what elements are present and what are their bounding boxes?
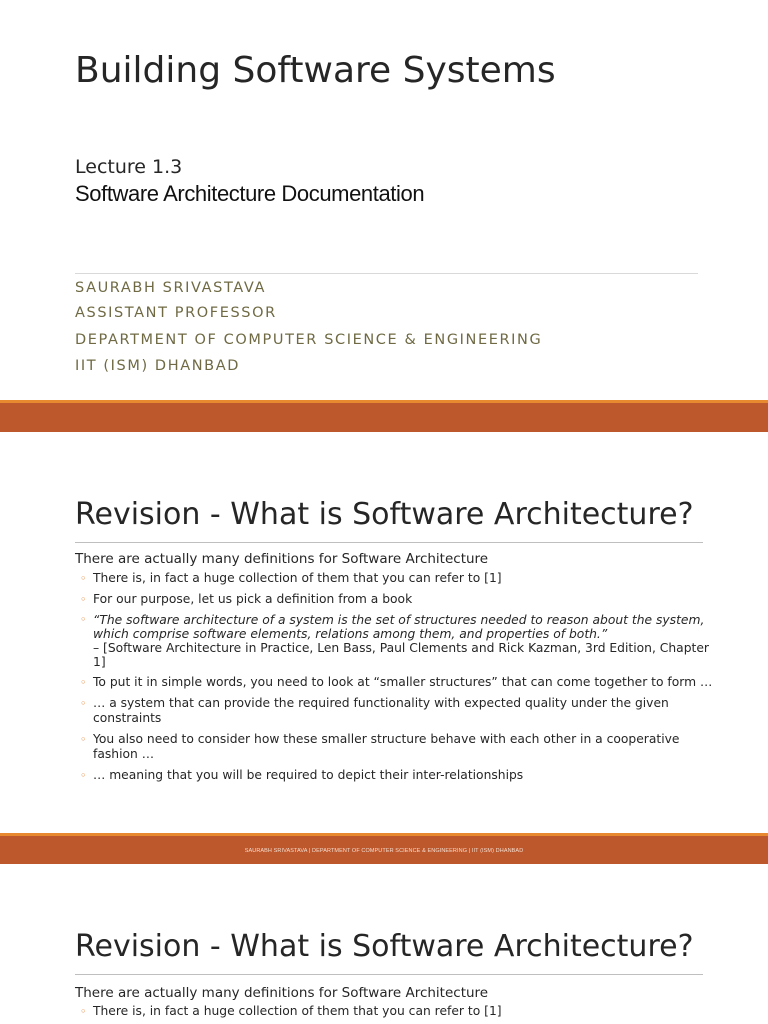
slide3-intro: There are actually many definitions for Software Architecture	[75, 985, 489, 1001]
bullet-icon: ◦	[80, 593, 87, 606]
definition-citation: – [Software Architecture in Practice, Len Bass, Paul Clements and Rick Kazman, 3rd Edition, Chapter 1]	[93, 641, 709, 669]
slide1-divider	[75, 273, 698, 274]
slide3-bullet-list	[80, 1004, 720, 1019]
slide2-intro: There are actually many definitions for Software Architecture	[75, 551, 489, 567]
bullet-icon: ◦	[80, 769, 87, 782]
bullet-icon: ◦	[80, 613, 87, 626]
bullet-icon: ◦	[80, 733, 87, 746]
bullet-icon: ◦	[80, 697, 87, 710]
list-item: ◦ … a system that can provide the required functionality with expected quality under the given constraints	[80, 696, 669, 725]
author-title: ASSISTANT PROFESSOR	[75, 305, 277, 321]
list-item: ◦ There is, in fact a huge collection of them that you can refer to [1]	[80, 1004, 502, 1018]
list-item: ◦ There is, in fact a huge collection of them that you can refer to [1]	[80, 571, 502, 585]
list-item: ◦ You also need to consider how these smaller structure behave with each other in a cooperative fashion …	[80, 732, 680, 761]
slide1-subtitle: Software Architecture Documentation	[75, 181, 425, 206]
author-institute: IIT (ISM) DHANBAD	[75, 358, 240, 374]
bullet-icon: ◦	[80, 676, 87, 689]
slide3-title: Revision - What is Software Architecture?	[75, 929, 694, 964]
slide2-title: Revision - What is Software Architecture?	[75, 497, 694, 532]
bullet-icon: ◦	[80, 1005, 87, 1018]
bullet-icon: ◦	[80, 572, 87, 585]
slide2-bullet-list	[80, 571, 720, 783]
slide1-lecture-number: Lecture 1.3	[75, 156, 183, 178]
list-item: ◦ … meaning that you will be required to depict their inter-relationships	[80, 768, 524, 782]
slide2-footer-text: SAURABH SRIVASTAVA | DEPARTMENT OF COMPUTER SCIENCE & ENGINEERING | IIT (ISM) DHANBAD	[244, 848, 524, 854]
definition-quote: “The software architecture of a system is the set of structures needed to reason about the system, which comprise software elements, relations among them, and properties of both.”	[93, 613, 705, 641]
list-item: ◦ For our purpose, let us pick a definition from a book	[80, 592, 413, 606]
slide3-title-rule	[75, 974, 703, 975]
list-item	[80, 613, 720, 669]
author-department: DEPARTMENT OF COMPUTER SCIENCE & ENGINEERING	[75, 332, 543, 348]
slide2-title-rule	[75, 542, 703, 543]
list-item: ◦ To put it in simple words, you need to look at “smaller structures” that can come together to form …	[80, 675, 713, 689]
slide1-title: Building Software Systems	[75, 50, 556, 91]
slide1-footer-band	[0, 403, 768, 432]
author-name: SAURABH SRIVASTAVA	[75, 280, 266, 296]
